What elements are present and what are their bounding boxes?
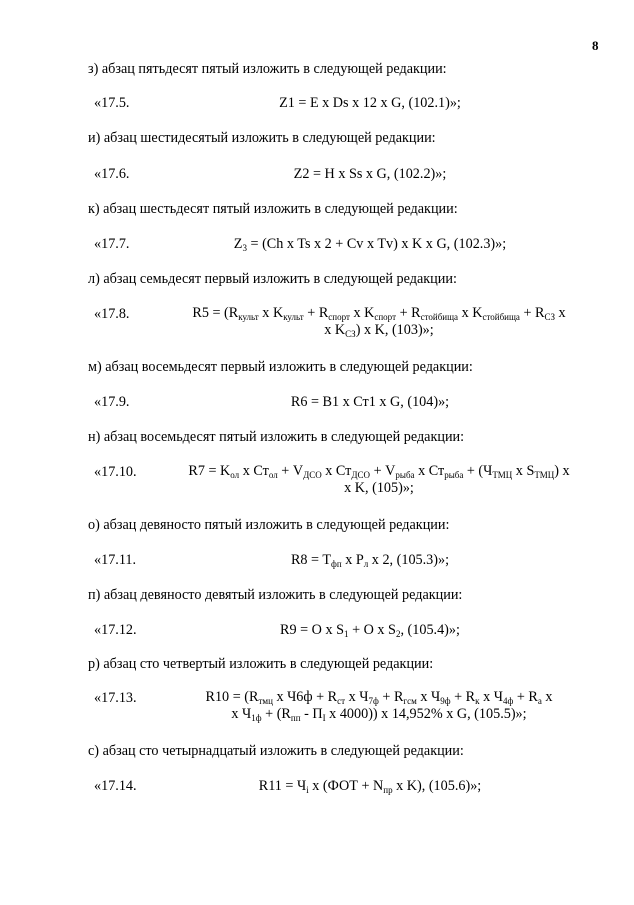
formula-subscript: 9ф bbox=[440, 696, 451, 706]
formula-subscript: пп bbox=[290, 713, 301, 723]
formula-subscript: ДСО bbox=[303, 470, 322, 480]
formula-subscript: I bbox=[322, 713, 326, 723]
formula-subscript: ол bbox=[230, 470, 240, 480]
instruction-r: р) абзац сто четвертый изложить в следующей редакции: bbox=[88, 656, 434, 672]
formula-subscript: стойбища bbox=[482, 312, 520, 322]
formula-subscript: спорт bbox=[374, 312, 397, 322]
formula-17-10 bbox=[166, 463, 592, 497]
formula-subscript: рыба bbox=[395, 470, 415, 480]
item-number-17-5: «17.5. bbox=[94, 95, 130, 111]
item-number-17-8: «17.8. bbox=[94, 306, 130, 322]
formula-subscript: культ bbox=[283, 312, 304, 322]
formula-17-11 bbox=[150, 552, 590, 569]
formula-line: $R8 = T_{фп}$ x $P_л$ x 2, (105.3)»; bbox=[290, 552, 450, 569]
formula-line: x $Ч_{1ф} + (R_{пп} - П_I$ x 4000)) x 14,952% x G, (105.5)»; bbox=[231, 706, 527, 723]
formula-subscript: 4ф bbox=[502, 696, 514, 706]
formula-subscript: СЗ bbox=[544, 312, 555, 322]
formula-subscript: 1ф bbox=[251, 713, 262, 723]
formula-subscript: рыба bbox=[444, 470, 464, 480]
formula-subscript: фп bbox=[331, 559, 342, 569]
formula-subscript: л bbox=[363, 559, 369, 569]
formula-subscript: 7ф bbox=[368, 696, 379, 706]
item-number-17-12: «17.12. bbox=[94, 622, 137, 638]
item-number-17-13: «17.13. bbox=[94, 690, 137, 706]
instruction-k: к) абзац шестьдесят пятый изложить в следующей редакции: bbox=[88, 201, 458, 217]
formula-subscript: а bbox=[537, 696, 542, 706]
formula-17-8 bbox=[166, 305, 592, 339]
formula-line: Z1 = E x Ds x 12 x G, (102.1)»; bbox=[279, 95, 461, 111]
page-number: 8 bbox=[592, 38, 599, 53]
formula-subscript: ТМЦ bbox=[534, 470, 555, 480]
formula-17-12 bbox=[150, 622, 590, 639]
formula-17-14 bbox=[150, 778, 590, 795]
formula-subscript: гсм bbox=[403, 696, 417, 706]
item-number-17-14: «17.14. bbox=[94, 778, 137, 794]
formula-subscript: i bbox=[306, 785, 309, 795]
instruction-n: н) абзац восемьдесят пятый изложить в следующей редакции: bbox=[88, 429, 465, 445]
formula-line: R6 = B1 x Ст1 x G, (104)»; bbox=[290, 394, 450, 410]
formula-subscript: ДСО bbox=[351, 470, 371, 480]
formula-line: Z2 = H x Ss x G, (102.2)»; bbox=[293, 166, 447, 182]
formula-subscript: к bbox=[475, 696, 480, 706]
formula-line: $R7 = K_{ол}$ x $Ст_{ол} + V_{ДСО}$ x $Ст_{ДСО} + V_{рыба}$ x $Ст_{рыба} + (Ч_{ТМЦ}$ x $S_{ТМЦ}$) x bbox=[188, 463, 570, 480]
item-number-17-7: «17.7. bbox=[94, 236, 130, 252]
formula-subscript: ст bbox=[337, 696, 346, 706]
formula-subscript: СЗ bbox=[345, 329, 356, 339]
formula-subscript: культ bbox=[238, 312, 259, 322]
formula-17-13 bbox=[166, 689, 592, 723]
item-number-17-10: «17.10. bbox=[94, 464, 137, 480]
formula-line: R9 = O x $S_1 + O$ x $S_2$, (105.4)»; bbox=[280, 622, 460, 639]
formula-line: $R10 = (R_{тмц}$ x $Ч6ф + R_{ст}$ x $Ч_{7ф} + R_{гсм}$ x $Ч_{9ф} + R_к$ x $Ч_{4ф} + R_а$ x bbox=[205, 689, 553, 706]
instruction-o: о) абзац девяносто пятый изложить в следующей редакции: bbox=[88, 517, 450, 533]
formula-subscript: спорт bbox=[328, 312, 350, 322]
instruction-s: с) абзац сто четырнадцатый изложить в следующей редакции: bbox=[88, 743, 464, 759]
item-number-17-9: «17.9. bbox=[94, 394, 130, 410]
formula-subscript: 3 bbox=[242, 243, 247, 253]
formula-subscript: 2 bbox=[395, 629, 401, 639]
formula-subscript: 1 bbox=[344, 629, 349, 639]
instruction-i: и) абзац шестидесятый изложить в следующей редакции: bbox=[88, 130, 436, 146]
formula-subscript: ол bbox=[268, 470, 278, 480]
item-number-17-6: «17.6. bbox=[94, 166, 130, 182]
item-number-17-11: «17.11. bbox=[94, 552, 137, 568]
instruction-z: з) абзац пятьдесят пятый изложить в следующей редакции: bbox=[88, 61, 447, 77]
formula-subscript: ТМЦ bbox=[492, 470, 513, 480]
formula-line: $R5 = (R_{культ}$ x $K_{культ} + R_{спорт}$ x $K_{спорт} + R_{стойбища}$ x $K_{стойбища} + R_{СЗ}$ x bbox=[192, 305, 566, 322]
formula-subscript: стойбища bbox=[420, 312, 459, 322]
instruction-m: м) абзац восемьдесят первый изложить в следующей редакции: bbox=[88, 359, 473, 375]
formula-subscript: тмц bbox=[258, 696, 273, 706]
formula-line: $Z_3 = (Ch$ x Ts x 2 + Cv x Tv) x K x G, (102.3)»; bbox=[233, 236, 507, 253]
formula-line: $R11 = Ч_i$ x ($ФОТ + N_{пр}$ x K), (105.6)»; bbox=[258, 778, 482, 795]
instruction-p: п) абзац девяносто девятый изложить в следующей редакции: bbox=[88, 587, 463, 603]
formula-17-5 bbox=[150, 95, 590, 112]
formula-17-7 bbox=[150, 236, 590, 253]
formula-subscript: пр bbox=[383, 785, 393, 795]
instruction-l: л) абзац семьдесят первый изложить в следующей редакции: bbox=[88, 271, 457, 287]
formula-17-9 bbox=[150, 394, 590, 411]
formula-17-6 bbox=[150, 166, 590, 183]
formula-line: x K, (105)»; bbox=[344, 480, 414, 496]
formula-line: x $K_{СЗ}$) x K, (103)»; bbox=[324, 322, 434, 339]
